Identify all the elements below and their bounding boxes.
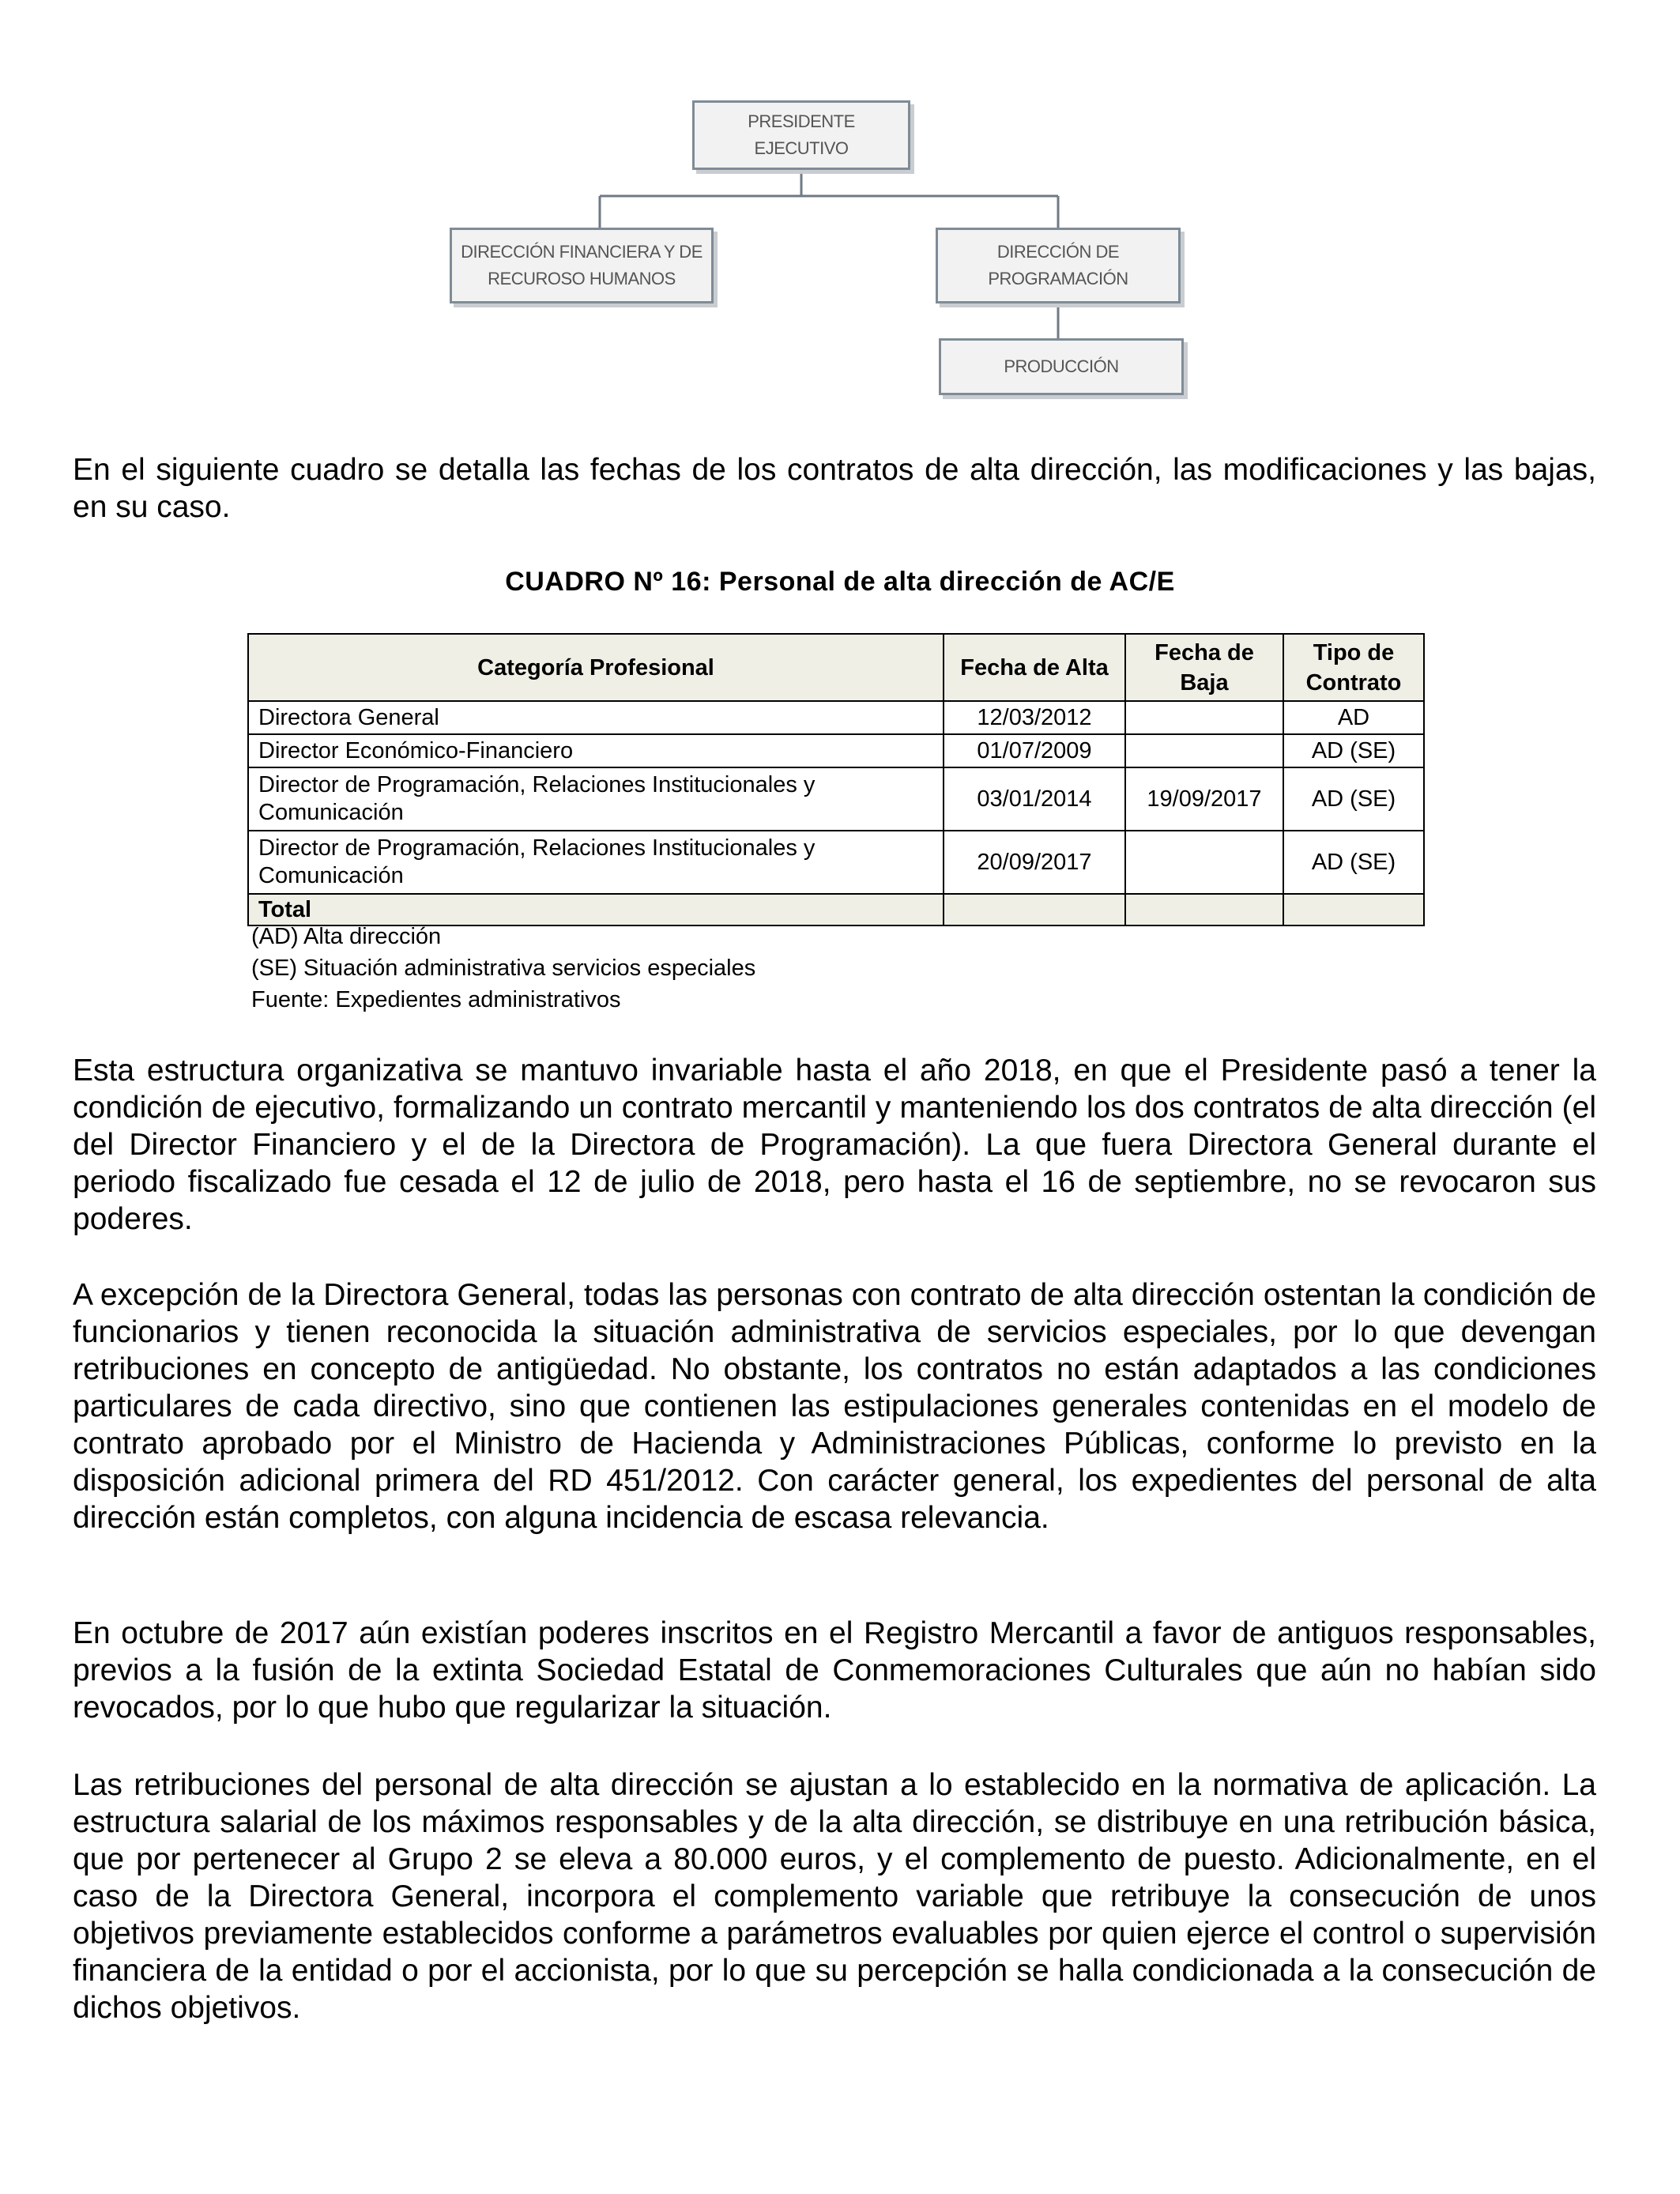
org-box-produccion: PRODUCCIÓN	[939, 338, 1184, 395]
cell-tipo-contrato: AD (SE)	[1283, 831, 1424, 894]
cell-categoria: Director Económico-Financiero	[248, 734, 944, 767]
intro-paragraph: En el siguiente cuadro se detalla las fechas de los contratos de alta dirección, las modificaciones y las bajas, en su caso.	[73, 453, 1596, 524]
cell-categoria: Directora General	[248, 701, 944, 734]
org-box-presidente-ejecutivo: PRESIDENTE EJECUTIVO	[692, 100, 910, 170]
cell-fecha-alta: 03/01/2014	[944, 767, 1125, 831]
personal-table-container	[247, 633, 1425, 926]
table-row	[248, 831, 1424, 894]
body-paragraph-1: Esta estructura organizativa se mantuvo invariable hasta el año 2018, en que el Presidente pasó a tener la condición de ejecutivo, formalizando un contrato mercantil y manteniendo los dos contratos de alta dirección (el del Director Financiero y el de la Directora de Programación). La que fuera Directora General durante el periodo fiscalizado fue cesada el 12 de julio de 2018, pero hasta el 16 de septiembre, no se revocaron sus poderes.	[73, 1054, 1596, 1236]
cell-total-empty	[1125, 894, 1283, 925]
body-paragraph-2: A excepción de la Directora General, todas las personas con contrato de alta dirección ostentan la condición de funcionarios y tienen reconocida la situación administrativa de servicios especiales, por lo que devengan retribuciones en concepto de antigüedad. No obstante, los contratos no están adaptados a las condiciones particulares de cada directivo, sino que contienen las estipulaciones generales contenidas en el modelo de contrato aprobado por el Ministro de Hacienda y Administraciones Públicas, conforme lo previsto en la disposición adicional primera del RD 451/2012. Con carácter general, los expedientes del personal de alta dirección están completos, con alguna incidencia de escasa relevancia.	[73, 1278, 1596, 1535]
cell-categoria: Director de Programación, Relaciones Institucionales y Comunicación	[248, 831, 944, 894]
cell-total-empty	[944, 894, 1125, 925]
table-notes	[251, 921, 755, 1016]
table-row	[248, 734, 1424, 767]
cell-tipo-contrato: AD (SE)	[1283, 767, 1424, 831]
cell-fecha-baja: 19/09/2017	[1125, 767, 1283, 831]
cell-total-empty	[1283, 894, 1424, 925]
table-header-row	[248, 634, 1424, 701]
table-row	[248, 767, 1424, 831]
body-paragraph-3: En octubre de 2017 aún existían poderes inscritos en el Registro Mercantil a favor de antiguos responsables, previos a la fusión de la extinta Sociedad Estatal de Conmemoraciones Culturales que aún no habían sido revocados, por lo que hubo que regularizar la situación.	[73, 1616, 1596, 1725]
cell-fecha-baja	[1125, 701, 1283, 734]
table-title: CUADRO Nº 16: Personal de alta dirección de AC/E	[505, 567, 1175, 597]
cell-categoria: Director de Programación, Relaciones Institucionales y Comunicación	[248, 767, 944, 831]
org-box-direccion-programacion: DIRECCIÓN DE PROGRAMACIÓN	[936, 228, 1181, 303]
header-fecha-baja: Fecha de Baja	[1125, 634, 1283, 701]
cell-fecha-alta: 01/07/2009	[944, 734, 1125, 767]
cell-tipo-contrato: AD	[1283, 701, 1424, 734]
header-fecha-alta: Fecha de Alta	[944, 634, 1125, 701]
cell-tipo-contrato: AD (SE)	[1283, 734, 1424, 767]
note-se: (SE) Situación administrativa servicios especiales	[251, 956, 756, 981]
org-box-direccion-financiera: DIRECCIÓN FINANCIERA Y DE RECUROSO HUMANOS	[450, 228, 714, 303]
note-fuente: Fuente: Expedientes administrativos	[251, 987, 621, 1012]
personal-alta-direccion-table	[247, 633, 1425, 926]
body-paragraph-4: Las retribuciones del personal de alta dirección se ajustan a lo establecido en la normativa de aplicación. La estructura salarial de los máximos responsables y de la alta dirección, se distribuye en una retribución básica, que por pertenecer al Grupo 2 se eleva a 80.000 euros, y el complemento de puesto. Adicionalmente, en el caso de la Directora General, incorpora el complemento variable que retribuye la consecución de unos objetivos previamente establecidos conforme a parámetros evaluables por quien ejerce el control o supervisión financiera de la entidad o por el accionista, por lo que su percepción se halla condicionada a la consecución de dichos objetivos.	[73, 1768, 1596, 2025]
cell-fecha-alta: 20/09/2017	[944, 831, 1125, 894]
cell-fecha-baja	[1125, 734, 1283, 767]
table-row	[248, 701, 1424, 734]
note-ad: (AD) Alta dirección	[251, 924, 442, 949]
cell-total-label: Total	[248, 894, 944, 925]
header-categoria: Categoría Profesional	[248, 634, 944, 701]
cell-fecha-baja	[1125, 831, 1283, 894]
cell-fecha-alta: 12/03/2012	[944, 701, 1125, 734]
org-chart-connectors	[0, 0, 1680, 411]
header-tipo-contrato: Tipo de Contrato	[1283, 634, 1424, 701]
